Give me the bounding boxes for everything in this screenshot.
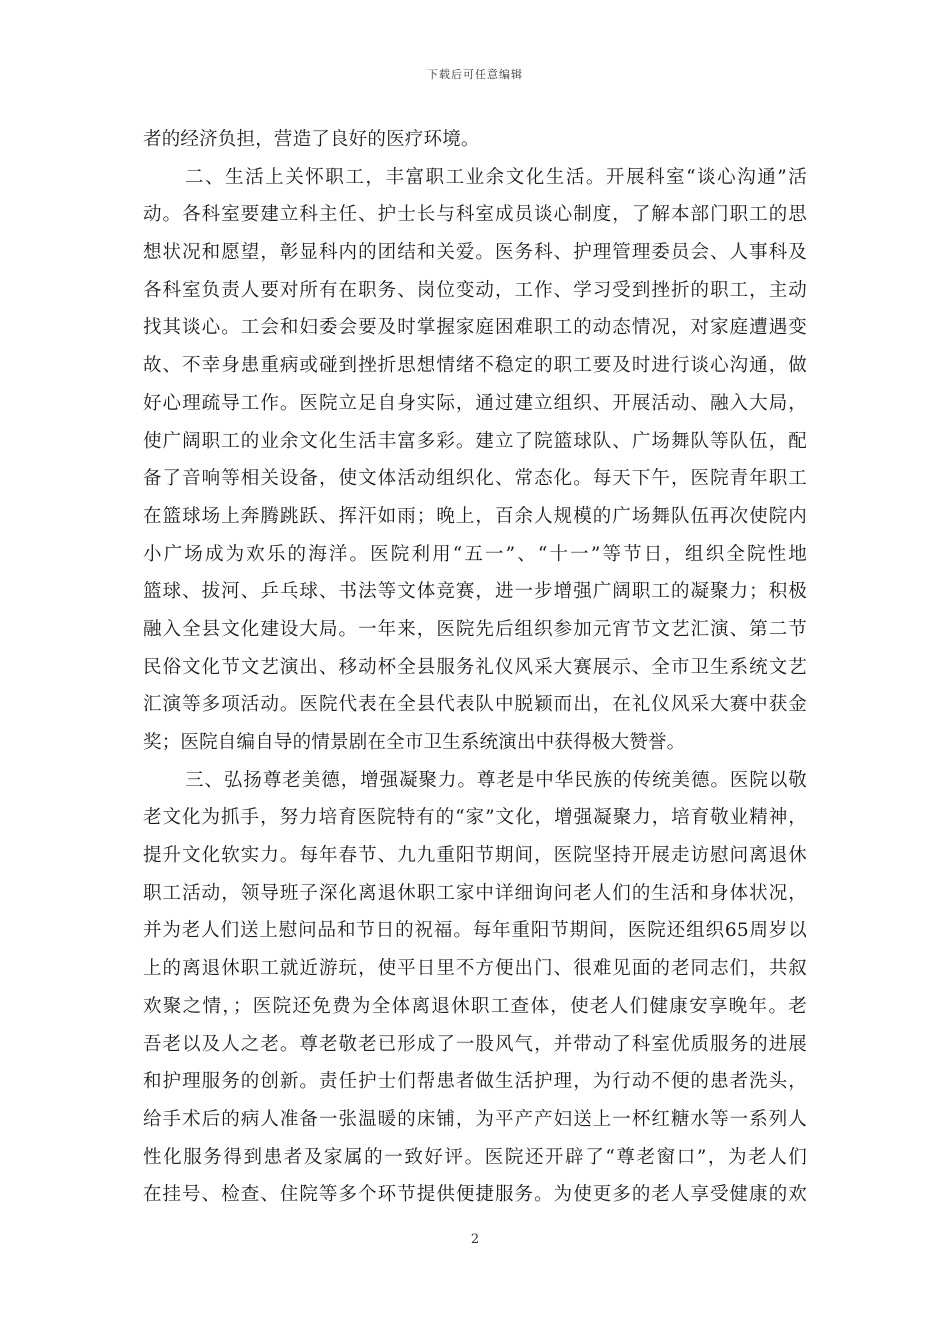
text-line: 二、生活上关怀职工，丰富职工业余文化生活。开展科室“谈心沟通”活 [185,166,807,188]
text-line: 吾老以及人之老。尊老敬老已形成了一股风气，并带动了科室优质服务的进展 [143,1033,807,1055]
text-line: 欢聚之情，；医院还免费为全体离退休职工查体，使老人们健康安享晚年。老 [143,995,807,1017]
document-body [143,121,807,1214]
text-line: 使广阔职工的业余文化生活丰富多彩。建立了院篮球队、广场舞队等队伍，配 [143,430,807,452]
page-number: 2 [470,1232,480,1247]
text-line: 提升文化软实力。每年春节、九九重阳节期间，医院坚持开展走访慰问离退休 [143,845,807,867]
text-line: 小广场成为欢乐的海洋。医院利用“五一”、“十一”等节日，组织全院性地 [143,543,807,565]
text-line: 老文化为抓手，努力培育医院特有的“家”文化，增强凝聚力，培育敬业精神， [143,807,807,829]
text-line: 和护理服务的创新。责任护士们帮患者做生活护理，为行动不便的患者洗头， [143,1071,807,1093]
text-line: 融入全县文化建设大局。一年来，医院先后组织参加元宵节文艺汇演、第二节 [143,618,807,640]
text-line: 奖；医院自编自导的情景剧在全市卫生系统演出中获得极大赞誉。 [143,732,686,753]
text-line: 性化服务得到患者及家属的一致好评。医院还开辟了“尊老窗口”，为老人们 [143,1146,807,1168]
text-line: 汇演等多项活动。医院代表在全县代表队中脱颖而出，在礼仪风采大赛中获金 [143,694,807,716]
text-line: 上的离退休职工就近游玩，使平日里不方便出门、很难见面的老同志们，共叙 [143,958,807,980]
page-header: 下载后可任意编辑 [427,68,523,81]
text-line: 职工活动，领导班子深化离退休职工家中详细询问老人们的生活和身体状况， [143,882,807,904]
text-line: 动。各科室要建立科主任、护士长与科室成员谈心制度，了解本部门职工的思 [143,204,807,226]
text-line: 故、不幸身患重病或碰到挫折思想情绪不稳定的职工要及时进行谈心沟通，做 [143,355,807,377]
text-line: 各科室负责人要对所有在职务、岗位变动，工作、学习受到挫折的职工，主动 [143,279,807,301]
text-line: 想状况和愿望，彰显科内的团结和关爱。医务科、护理管理委员会、人事科及 [143,242,807,264]
text-line: 并为老人们送上慰问品和节日的祝福。每年重阳节期间，医院还组织65周岁以 [143,920,807,942]
text-line: 民俗文化节文艺演出、移动杯全县服务礼仪风采大赛展示、全市卫生系统文艺 [143,656,807,678]
text-line: 给手术后的病人准备一张温暖的床铺，为平产产妇送上一杯红糖水等一系列人 [143,1108,807,1130]
text-line: 好心理疏导工作。医院立足自身实际，通过建立组织、开展活动、融入大局， [143,392,807,414]
text-line: 篮球、拔河、乒乓球、书法等文体竞赛，进一步增强广阔职工的凝聚力；积极 [143,581,807,603]
text-line: 备了音响等相关设备，使文体活动组织化、常态化。每天下午，医院青年职工 [143,468,807,490]
text-line: 者的经济负担，营造了良好的医疗环境。 [143,129,480,150]
text-line: 找其谈心。工会和妇委会要及时掌握家庭困难职工的动态情况，对家庭遭遇变 [143,317,807,339]
text-line: 三、弘扬尊老美德，增强凝聚力。尊老是中华民族的传统美德。医院以敬 [185,769,807,791]
text-line: 在挂号、检查、住院等多个环节提供便捷服务。为使更多的老人享受健康的欢 [143,1184,807,1206]
text-line: 在篮球场上奔腾跳跃、挥汗如雨；晚上，百余人规模的广场舞队伍再次使院内 [143,505,807,527]
